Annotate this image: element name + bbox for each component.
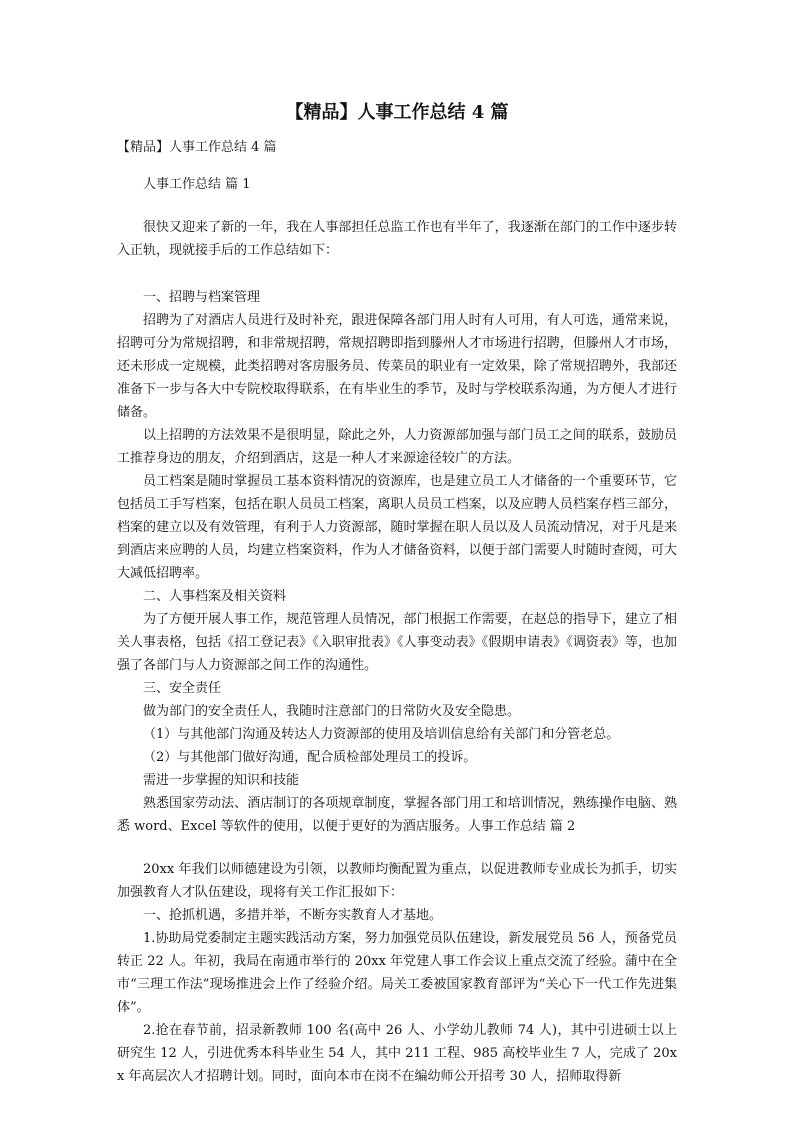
- paragraph: 员工档案是随时掌握员工基本资料情况的资源库，也是建立员工人才储备的一个重要环节，它包括员工手写档案，包括在职人员员工档案，离职人员员工档案，以及应聘人员档案存档三部分，档案的建立以及有效管理，有利于人力资源部，随时掌握在职人员以及人员流动情况，对于凡是来到酒店来应聘的人员，均建立档案资料，作为人才储备资料，以便于部门需要人时随时查阅，可大大减低招聘率。: [117, 474, 677, 581]
- list-item: （2）与其他部门做好沟通，配合质检部处理员工的投诉。: [143, 750, 477, 765]
- section-heading: 人事工作总结 篇 1: [143, 177, 251, 192]
- paragraph: 为了方便开展人事工作，规范管理人员情况，部门根据工作需要，在赵总的指导下，建立了相关人事表格，包括《招工登记表》《入职审批表》《人事变动表》《假期申请表》《调资表》等，也加强了各部门与人力资源部之间工作的沟通性。: [117, 612, 677, 673]
- paragraph: 以上招聘的方法效果不是很明显，除此之外，人力资源部加强与部门员工之间的联系，鼓励员工推荐身边的朋友，介绍到酒店，这是一种人才来源途径较广的方法。: [117, 428, 677, 466]
- section-heading: 一、招聘与档案管理: [143, 290, 261, 305]
- document-title: 【精品】人事工作总结 4 篇: [285, 102, 509, 123]
- paragraph: 很快又迎来了新的一年，我在人事部担任总监工作也有半年了，我逐渐在部门的工作中逐步转入正轨，现就接手后的工作总结如下：: [117, 220, 677, 258]
- section-heading: 一、抢抓机遇，多措并举，不断夯实教育人才基地。: [143, 908, 443, 923]
- document-subtitle: 【精品】人事工作总结 4 篇: [117, 140, 277, 155]
- section-heading: 需进一步掌握的知识和技能: [143, 773, 300, 788]
- paragraph: 招聘为了对酒店人员进行及时补充，跟进保障各部门用人时有人可用，有人可选，通常来说，招聘可分为常规招聘，和非常规招聘，常规招聘即指到滕州人才市场进行招聘，但滕州人才市场，还未形成一定规模，此类招聘对客房服务员、传菜员的职业有一定效果，除了常规招聘外，我部还准备下一步与各大中专院校取得联系，在有毕业生的季节，及时与学校联系沟通，为方便人才进行储备。: [117, 313, 677, 420]
- document-page: [117, 100, 677, 1088]
- paragraph: 做为部门的安全责任人，我随时注意部门的日常防火及安全隐患。: [143, 704, 521, 719]
- paragraph: 熟悉国家劳动法、酒店制订的各项规章制度，掌握各部门用工和培训情况，熟练操作电脑、熟悉 word、Excel 等软件的使用，以便于更好的为酒店服务。人事工作总结 篇 2: [117, 796, 677, 834]
- paragraph: 20xx 年我们以师德建设为引领，以教师均衡配置为重点，以促进教师专业成长为抓手，切实加强教育人才队伍建设，现将有关工作汇报如下：: [117, 862, 677, 900]
- section-heading: 三、安全责任: [143, 681, 222, 696]
- section-heading: 二、人事档案及相关资料: [143, 589, 287, 604]
- list-item: （1）与其他部门沟通及转达人力资源部的使用及培训信息给有关部门和分管老总。: [143, 727, 620, 742]
- paragraph: 2.抢在春节前，招录新教师 100 名(高中 26 人、小学幼儿教师 74 人)，其中引进硕士以上研究生 12 人，引进优秀本科毕业生 54 人，其中 211 工程、985 高校毕业生 7 人，完成了 20xx 年高层次人才招聘计划。同时，面向本市在岗不在编幼师公开招考 30 人，招师取得新: [117, 1023, 677, 1084]
- paragraph: 1.协助局党委制定主题实践活动方案，努力加强党员队伍建设，新发展党员 56 人，预备党员转正 22 人。年初，我局在南通市举行的 20xx 年党建人事工作会议上重点交流了经验。蒲中在全市“三理工作法”现场推进会上作了经验介绍。局关工委被国家教育部评为“关心下一代工作先进集体”。: [117, 931, 677, 1015]
